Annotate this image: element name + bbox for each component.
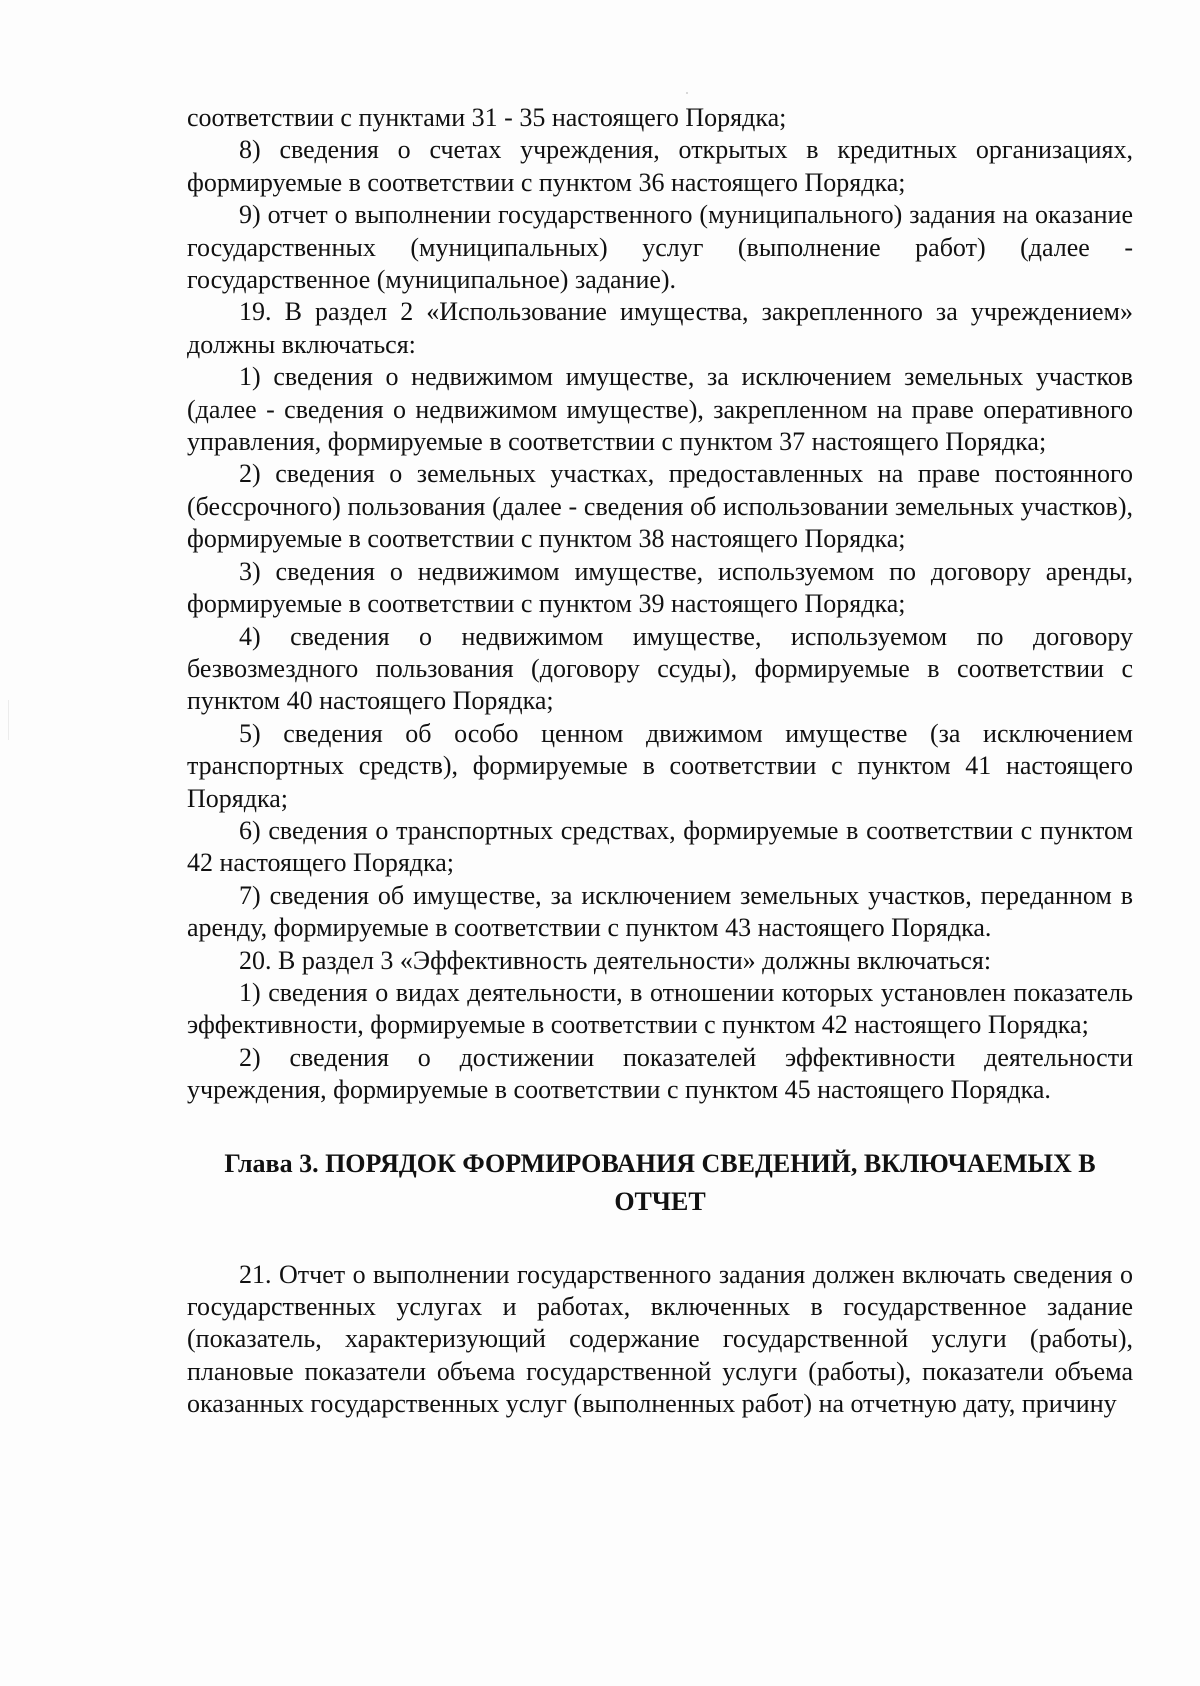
scan-speck bbox=[8, 700, 9, 740]
document-paragraph: 19. В раздел 2 «Использование имущества, закрепленного за учреждением» должны включаться: bbox=[187, 297, 1133, 359]
chapter-heading: Глава 3. ПОРЯДОК ФОРМИРОВАНИЯ СВЕДЕНИЙ, ВКЛЮЧАЕМЫХ В ОТЧЕТ bbox=[224, 1148, 1096, 1216]
document-body bbox=[187, 102, 1133, 1421]
document-paragraph: 3) сведения о недвижимом имуществе, используемом по договору аренды, формируемые в соответствии с пунктом 39 настоящего Порядка; bbox=[187, 556, 1133, 619]
document-paragraph: 5) сведения об особо ценном движимом имуществе (за исключением транспортных средств), формируемые в соответствии с пунктом 41 настоящего Порядка; bbox=[187, 718, 1133, 813]
document-paragraph: 20. В раздел 3 «Эффективность деятельности» должны включаться: bbox=[239, 945, 992, 975]
document-paragraph: 1) сведения о видах деятельности, в отношении которых установлен показатель эффективности, формируемые в соответствии с пунктом 42 настоящего Порядка; bbox=[187, 977, 1133, 1040]
paragraphs-before-heading bbox=[187, 102, 1133, 1107]
document-paragraph: 2) сведения о земельных участках, предоставленных на праве постоянного (бессрочного) пользования (далее - сведения об использовании земельных участков), формируемые в соответствии с пунктом 38 настоящего Порядка; bbox=[187, 459, 1133, 554]
document-paragraph: 9) отчет о выполнении государственного (муниципального) задания на оказание государственных (муниципальных) услуг (выполнение работ) (далее - государственное (муниципальное) задание). bbox=[187, 200, 1133, 295]
document-paragraph: 8) сведения о счетах учреждения, открытых в кредитных организациях, формируемые в соответствии с пунктом 36 настоящего Порядка; bbox=[187, 135, 1133, 197]
document-paragraph: 4) сведения о недвижимом имуществе, используемом по договору безвозмездного пользования (договору ссуды), формируемые в соответствии с пунктом 40 настоящего Порядка; bbox=[187, 621, 1133, 716]
document-paragraph: 2) сведения о достижении показателей эффективности деятельности учреждения, формируемые в соответствии с пунктом 45 настоящего Порядка. bbox=[187, 1042, 1133, 1105]
document-paragraph: 7) сведения об имуществе, за исключением земельных участков, переданном в аренду, формируемые в соответствии с пунктом 43 настоящего Порядка. bbox=[187, 880, 1133, 943]
document-paragraph: соответствии с пунктами 31 - 35 настоящего Порядка; bbox=[187, 103, 787, 132]
scan-speck bbox=[686, 92, 688, 94]
paragraph-21: 21. Отчет о выполнении государственного задания должен включать сведения о государственных услугах и работах, включенных в государственное задание (показатель, характеризующий содержание государственной услуги (работы), плановые показатели объема государственной услуги (работы), показатели объема оказанных государственных услуг (выполненных работ) на отчетную дату, причину bbox=[187, 1259, 1133, 1419]
document-paragraph: 1) сведения о недвижимом имуществе, за исключением земельных участков (далее - сведения о недвижимом имуществе), закрепленном на праве оперативного управления, формируемые в соответствии с пунктом 37 настоящего Порядка; bbox=[187, 362, 1133, 457]
document-paragraph: 6) сведения о транспортных средствах, формируемые в соответствии с пунктом 42 настоящего Порядка; bbox=[187, 815, 1133, 878]
